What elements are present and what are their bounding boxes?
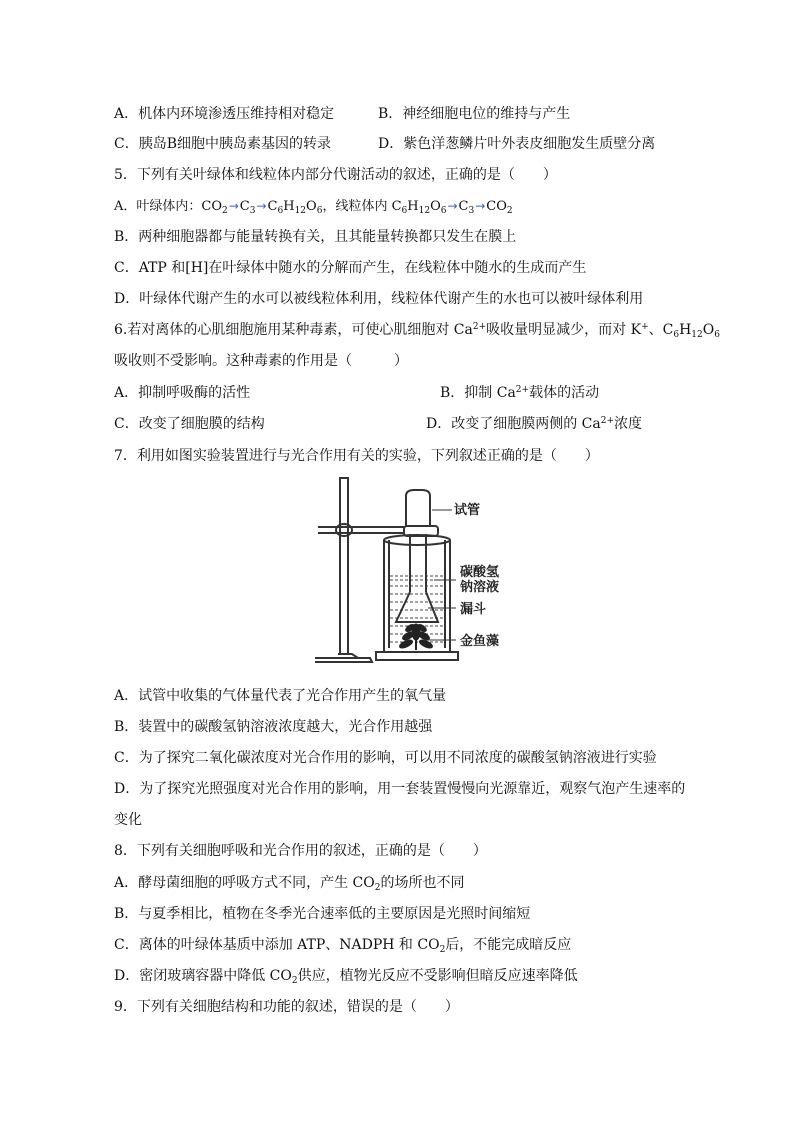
q6-option-d: D．改变了细胞膜两侧的 $Ca^{2+}$浓度: [426, 416, 643, 432]
aquatic-plant-icon: [398, 623, 433, 650]
q7-option-d-line1: D．为了探究光照强度对光合作用的影响，用一套装置慢慢向光源靠近，观察气泡产生速率的: [114, 781, 686, 797]
label-funnel: 漏斗: [460, 602, 487, 617]
q4-option-a: A．机体内环境渗透压维持相对稳定: [114, 106, 335, 122]
q8-option-b: B．与夏季相比，植物在冬季光合速率低的主要原因是光照时间缩短: [114, 906, 531, 922]
q4-option-d: D．紫色洋葱鳞片叶外表皮细胞发生质壁分离: [378, 136, 656, 152]
label-tube: 试管: [454, 503, 481, 518]
q5-option-b: B．两种细胞器都与能量转换有关，且其能量转换都只发生在膜上: [114, 229, 517, 245]
q5-option-a: A．叶绿体内：$CO_2\to C_3\to C_6H_{12}O_6$，线粒体内 $C_6H_{12}O_6\to C_3\to CO_2$: [114, 199, 513, 216]
label-solution-1: 碳酸氢: [460, 565, 500, 580]
label-solution-2: 钠溶液: [460, 580, 500, 595]
label-plant: 金鱼藻: [460, 634, 500, 649]
test-tube-inner-stem: [410, 534, 426, 592]
q4-option-b: B．神经细胞电位的维持与产生: [378, 106, 571, 122]
arrow-icon: →: [447, 199, 458, 213]
q8-stem: 8．下列有关细胞呼吸和光合作用的叙述，正确的是（ ）: [114, 843, 487, 859]
arrow-icon: →: [256, 199, 267, 213]
arrow-icon: →: [475, 199, 486, 213]
q6-stem-line1: 6.若对离体的心肌细胞施用某种毒素，可使心肌细胞对 $Ca^{2+}$吸收量明显减少，而对 K+、$C_6H_{12}O_6$: [114, 322, 720, 340]
q7-option-c: C．为了探究二氧化碳浓度对光合作用的影响，可以用不同浓度的碳酸氢钠溶液进行实验: [114, 750, 657, 766]
q7-option-d-line2: 变化: [114, 812, 142, 828]
q6-option-c: C．改变了细胞膜的结构: [114, 416, 265, 432]
q6-stem-line2: 吸收则不受影响。这种毒素的作用是（ ）: [114, 353, 408, 369]
q5-option-c: C．ATP 和[H]在叶绿体中随水的分解而产生，在线粒体中随水的生成而产生: [114, 260, 587, 276]
q6-option-b: B．抑制 $Ca^{2+}$载体的活动: [440, 385, 600, 401]
arrow-icon: →: [228, 199, 239, 213]
q6-option-a: A．抑制呼吸酶的活性: [114, 385, 251, 401]
q9-stem: 9．下列有关细胞结构和功能的叙述，错误的是（ ）: [114, 999, 459, 1015]
q7-option-a: A．试管中收集的气体量代表了光合作用产生的氧气量: [114, 688, 447, 704]
q8-option-a: A．酵母菌细胞的呼吸方式不同，产生 $CO_2$的场所也不同: [114, 875, 465, 893]
q5-option-d: D．叶绿体代谢产生的水可以被线粒体利用，线粒体代谢产生的水也可以被叶绿体利用: [114, 291, 644, 307]
q7-option-b: B．装置中的碳酸氢钠溶液浓度越大，光合作用越强: [114, 719, 433, 735]
q5-stem: 5．下列有关叶绿体和线粒体内部分代谢活动的叙述，正确的是（ ）: [114, 167, 557, 183]
photosynthesis-apparatus-figure: [310, 476, 520, 672]
q8-option-d: D．密闭玻璃容器中降低 $CO_2$供应，植物光反应不受影响但暗反应速率降低: [114, 968, 578, 986]
q4-option-c: C．胰岛B细胞中胰岛素基因的转录: [114, 136, 331, 152]
q8-option-c: C．离体的叶绿体基质中添加 ATP、NADPH 和 $CO_2$后，不能完成暗反应: [114, 937, 572, 955]
q7-stem: 7．利用如图实验装置进行与光合作用有关的实验，下列叙述正确的是（ ）: [114, 448, 599, 464]
